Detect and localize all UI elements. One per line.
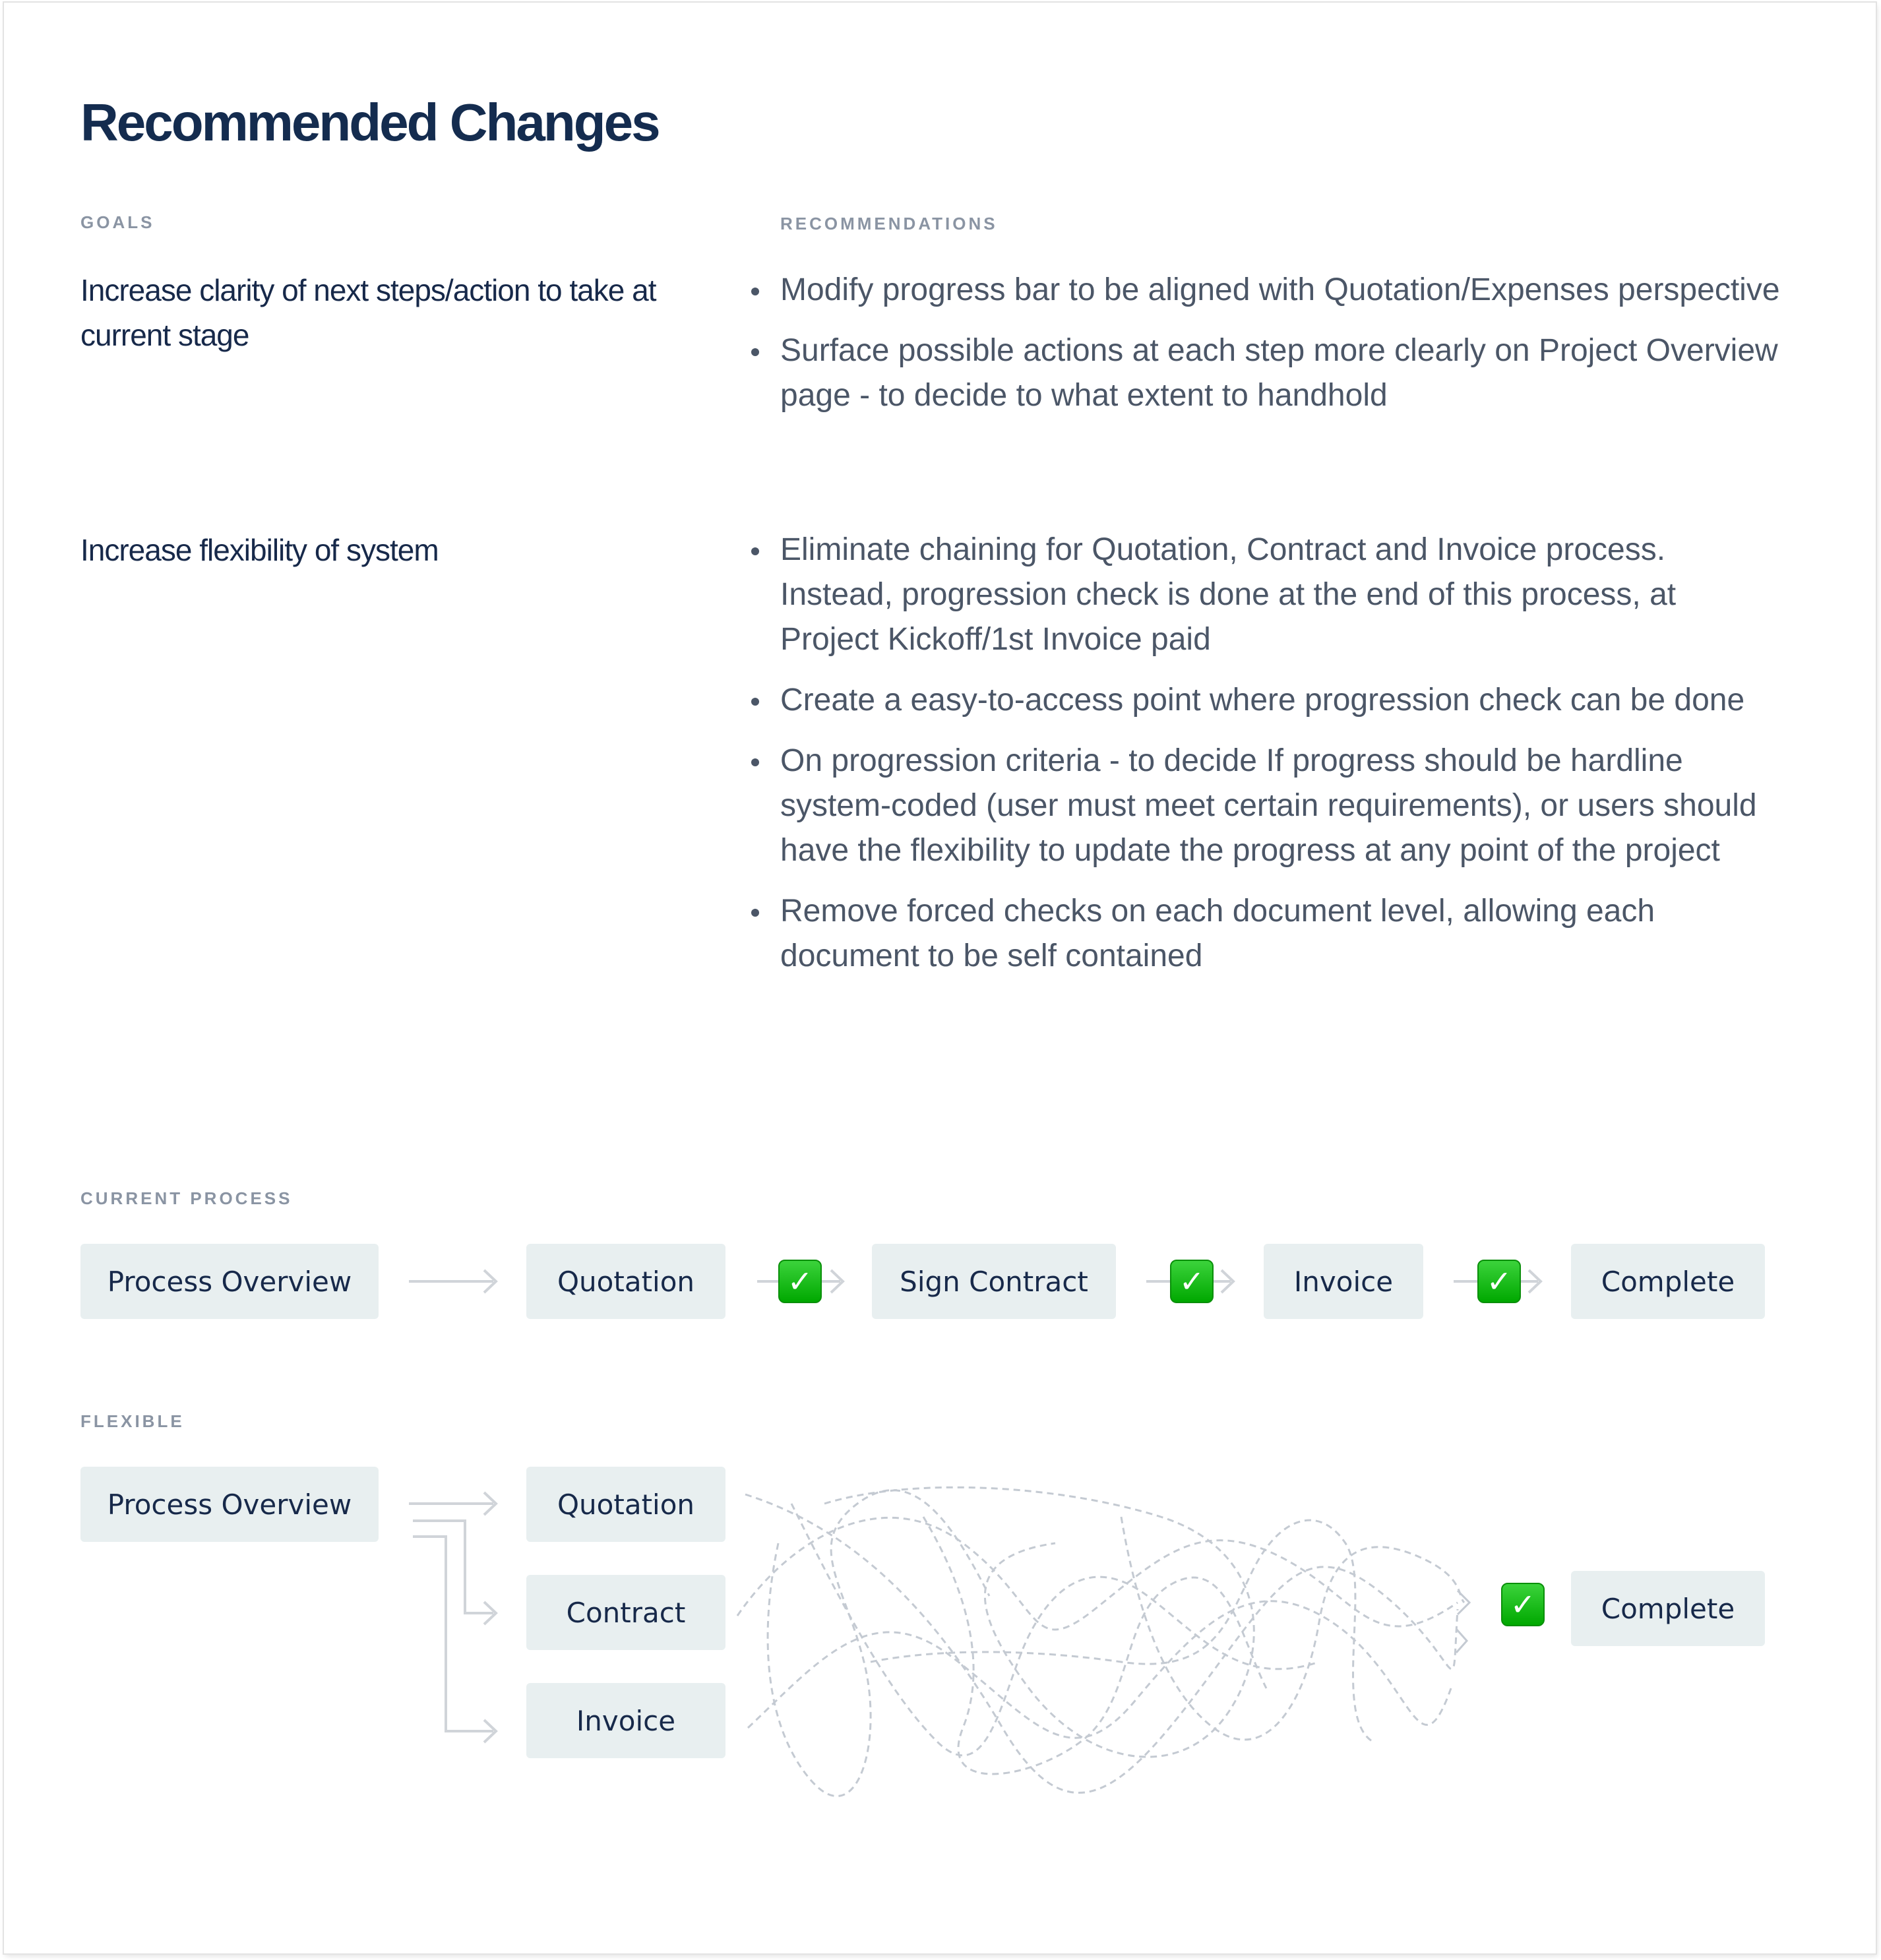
current-process-label: CURRENT PROCESS bbox=[80, 1188, 293, 1208]
flex-contract: Contract bbox=[526, 1575, 725, 1650]
flex-process-overview: Process Overview bbox=[80, 1467, 379, 1542]
flexible-label: FLEXIBLE bbox=[80, 1411, 185, 1431]
page-title: Recommended Changes bbox=[80, 93, 659, 152]
recommendation-item: Modify progress bar to be aligned with Quotation/Expenses perspective bbox=[780, 268, 1783, 313]
step-sign-contract: Sign Contract bbox=[872, 1244, 1116, 1319]
goals-label: GOALS bbox=[80, 212, 155, 232]
branch-arrow-icon bbox=[413, 1537, 496, 1742]
recommendation-item: Remove forced checks on each document level, allowing each document to be self contained bbox=[780, 889, 1783, 979]
check-mark-button-icon: ✓ bbox=[1170, 1260, 1214, 1303]
recommendation-item: On progression criteria - to decide If progress should be hardline system-coded (user must meet certain requirements), or users should have the flexibility to update the progress at any point of the project bbox=[780, 739, 1783, 873]
goal-flexibility: Increase flexibility of system bbox=[80, 533, 439, 567]
recommendation-item: Create a easy-to-access point where progression check can be done bbox=[780, 678, 1783, 723]
recommendation-item: Surface possible actions at each step more clearly on Project Overview page - to decide to what extent to handhold bbox=[780, 328, 1783, 418]
recommendation-item: Eliminate chaining for Quotation, Contract and Invoice process. Instead, progression check is done at the end of this process, at Project Kickoff/1st Invoice paid bbox=[780, 528, 1783, 662]
check-mark-button-icon: ✓ bbox=[1477, 1260, 1521, 1303]
arrow-icon bbox=[409, 1492, 496, 1515]
step-quotation: Quotation bbox=[526, 1244, 725, 1319]
step-complete: Complete bbox=[1571, 1244, 1765, 1319]
check-mark-button-icon: ✓ bbox=[778, 1260, 822, 1303]
check-mark-button-icon: ✓ bbox=[1501, 1583, 1545, 1626]
step-process-overview: Process Overview bbox=[80, 1244, 379, 1319]
flex-complete: Complete bbox=[1571, 1571, 1765, 1646]
step-invoice: Invoice bbox=[1264, 1244, 1423, 1319]
recommendations-label: RECOMMENDATIONS bbox=[780, 214, 998, 233]
tangled-paths bbox=[737, 1487, 1464, 1796]
arrow-icon bbox=[409, 1270, 496, 1293]
goal-clarity: Increase clarity of next steps/action to take at current stage bbox=[80, 273, 656, 352]
flex-invoice: Invoice bbox=[526, 1683, 725, 1758]
flex-quotation: Quotation bbox=[526, 1467, 725, 1542]
